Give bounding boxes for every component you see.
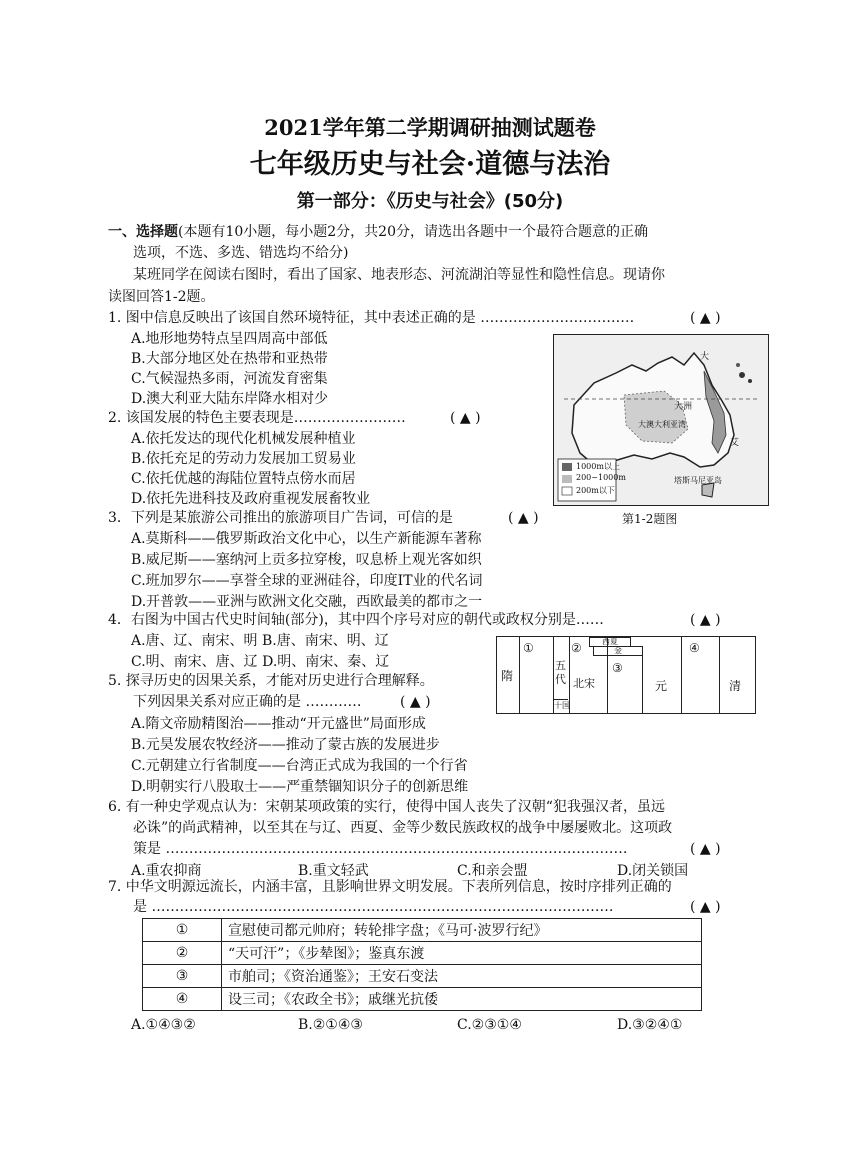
tl-col-3 bbox=[607, 655, 643, 713]
q4-options-ab: A.唐、辽、南宋、明 B.唐、南宋、明、辽 bbox=[131, 633, 389, 649]
table-row bbox=[143, 988, 702, 1011]
q2-option-b: B.依托充足的劳动力发展加工贸易业 bbox=[131, 451, 356, 467]
q1-option-c: C.气候湿热多雨，河流发育密集 bbox=[131, 371, 328, 387]
table-cell-text: 市舶司；《资治通鉴》；王安石变法 bbox=[222, 965, 702, 988]
q5-stem-line1: 5. 探寻历史的因果关系，才能对历史进行合理解释。 bbox=[108, 673, 434, 689]
q5-option-d: D.明朝实行八股取士——严重禁锢知识分子的创新思维 bbox=[131, 779, 469, 795]
q6-stem-line2: 必诛”的尚武精神，以至其在与辽、西夏、金等少数民族政权的战争中屡屡败北。这项政 bbox=[133, 820, 673, 836]
tl-wudai: 五代 bbox=[555, 659, 566, 686]
table-cell-text: 宣慰使司都元帅府；转轮排字盘；《马可·波罗行纪》 bbox=[222, 919, 702, 942]
table-cell-text: 设三司；《农政全书》；戚继光抗倭 bbox=[222, 988, 702, 1011]
map-label-ai: 艾 bbox=[730, 438, 740, 448]
q7-table bbox=[142, 918, 702, 1011]
exam-title: 2021学年第二学期调研抽测试题卷 bbox=[264, 115, 596, 140]
table-cell-text: “天可汗”；《步辇图》；鉴真东渡 bbox=[222, 942, 702, 965]
q5-answer: ( ▲ ) bbox=[400, 694, 431, 710]
table-row bbox=[143, 942, 702, 965]
tl-n1: ① bbox=[523, 641, 534, 655]
section-instr-line1: (本题有10小题，每小题2分，共20分，请选出各题中一个最符合题意的正确 bbox=[178, 224, 648, 240]
q5-option-b: B.元昊发展农牧经济——推动了蒙古族的发展进步 bbox=[131, 737, 440, 753]
section-instructions bbox=[108, 222, 648, 242]
table-row bbox=[143, 965, 702, 988]
tl-shiguo: 十国 bbox=[554, 701, 570, 710]
exam-subtitle: 七年级历史与社会·道德与法治 bbox=[249, 149, 611, 180]
tl-col-yuan bbox=[641, 637, 682, 713]
part-title: 第一部分：《历史与社会》(50分) bbox=[296, 191, 564, 212]
tl-xixia: 西夏 bbox=[589, 637, 631, 647]
q7-stem-line1: 7. 中华文明源远流长，内涵丰富，且影响世界文明发展。下表所列信息，按时序排列正确的 bbox=[108, 879, 672, 895]
q1-answer: ( ▲ ) bbox=[690, 310, 721, 326]
map-caption: 第1-2题图 bbox=[622, 512, 678, 526]
q7-option-b: B.②①④③ bbox=[298, 1017, 363, 1033]
q1-option-b: B.大部分地区处在热带和亚热带 bbox=[131, 351, 328, 367]
q2-answer: ( ▲ ) bbox=[450, 410, 481, 426]
q6-stem-line3: 策是 ……………………………………………………………………………………… bbox=[133, 841, 628, 857]
q4-answer: ( ▲ ) bbox=[690, 612, 721, 628]
q1-option-a: A.地形地势特点呈四周高中部低 bbox=[131, 331, 328, 347]
intro-line2: 读图回答1-2题。 bbox=[108, 289, 215, 305]
map-label-bight: 大澳大利亚湾 bbox=[638, 420, 686, 429]
tl-col-1 bbox=[519, 637, 554, 713]
q2-option-d: D.依托先进科技及政府重视发展畜牧业 bbox=[131, 491, 371, 507]
q3-stem: 3．下列是某旅游公司推出的旅游项目广告词，可信的是 bbox=[108, 510, 453, 526]
section-label: 一、选择题 bbox=[108, 224, 178, 240]
tl-n4: ④ bbox=[689, 641, 700, 655]
q6-answer: ( ▲ ) bbox=[690, 841, 721, 857]
legend-mid: 200~1000m bbox=[576, 473, 626, 482]
q6-option-a: A.重农抑商 bbox=[131, 863, 202, 879]
tl-col-qing bbox=[719, 637, 754, 713]
tl-n3: ③ bbox=[612, 661, 623, 675]
q6-option-c: C.和亲会盟 bbox=[457, 863, 528, 879]
q6-stem-line1: 6. 有一种史学观点认为：宋朝某项政策的实行，使得中国人丧失了汉朝“犯我强汉者，虽远 bbox=[108, 799, 665, 815]
q5-stem-line2: 下列因果关系对应正确的是 ………… bbox=[133, 694, 362, 710]
map-label-tasmania: 塔斯马尼亚岛 bbox=[674, 476, 722, 485]
timeline-figure bbox=[496, 636, 756, 714]
table-cell-num: ① bbox=[143, 919, 222, 942]
section-instr-line2: 选项，不选、多选、错选均不给分) bbox=[133, 245, 349, 261]
tl-yuan: 元 bbox=[655, 679, 668, 693]
legend-high: 1000m以上 bbox=[576, 462, 620, 471]
q2-option-a: A.依托发达的现代化机械发展种植业 bbox=[131, 431, 356, 447]
table-cell-num: ③ bbox=[143, 965, 222, 988]
q5-option-c: C.元朝建立行省制度——台湾正式成为我国的一个行省 bbox=[131, 758, 468, 774]
tl-col-sui bbox=[497, 637, 520, 713]
intro-line1: 某班同学在阅读右图时，看出了国家、地表形态、河流湖泊等显性和隐性信息。现请你 bbox=[133, 267, 665, 283]
q4-options-cd: C.明、南宋、唐、辽 D.明、南宋、秦、辽 bbox=[131, 654, 390, 670]
q7-option-c: C.②③①④ bbox=[457, 1017, 522, 1033]
q3-option-b: B.威尼斯——塞纳河上贡多拉穿梭，叹息桥上观光客如织 bbox=[131, 552, 482, 568]
q7-option-a: A.①④③② bbox=[131, 1017, 196, 1033]
tl-qing: 清 bbox=[729, 679, 742, 693]
australia-map bbox=[553, 334, 769, 506]
q5-option-a: A.隋文帝励精图治——推动“开元盛世”局面形成 bbox=[131, 716, 426, 732]
tl-beisong: 北宋 bbox=[573, 677, 595, 690]
table-cell-num: ② bbox=[143, 942, 222, 965]
tl-col-wudai bbox=[553, 637, 570, 713]
q3-option-c: C.班加罗尔——享誉全球的亚洲硅谷，印度IT业的代名词 bbox=[131, 573, 483, 589]
table-cell-num: ④ bbox=[143, 988, 222, 1011]
q7-answer: ( ▲ ) bbox=[690, 899, 721, 915]
q6-option-d: D.闭关锁国 bbox=[617, 863, 689, 879]
q7-option-d: D.③②④① bbox=[617, 1017, 683, 1033]
tl-n2: ② bbox=[571, 641, 582, 655]
map-label-dazhou: 大洲 bbox=[674, 402, 693, 412]
legend-low: 200m以下 bbox=[576, 486, 615, 495]
q3-option-a: A.莫斯科——俄罗斯政治文化中心，以生产新能源车著称 bbox=[131, 531, 482, 547]
q1-option-d: D.澳大利亚大陆东岸降水相对少 bbox=[131, 391, 329, 407]
q6-option-b: B.重文轻武 bbox=[298, 863, 369, 879]
tl-sui: 隋 bbox=[501, 669, 514, 683]
q4-stem: 4．右图为中国古代史时间轴(部分)，其中四个序号对应的朝代或政权分别是…… bbox=[108, 612, 604, 628]
q2-stem: 2. 该国发展的特色主要表现是…………………… bbox=[108, 410, 406, 426]
q1-stem: 1. 图中信息反映出了该国自然环境特征，其中表述正确的是 …………………………… bbox=[108, 310, 635, 326]
tl-col-4 bbox=[681, 637, 720, 713]
q3-option-d: D.开普敦——亚洲与欧洲文化交融，西欧最美的都市之一 bbox=[131, 594, 483, 610]
q7-stem-line2: 是 ……………………………………………………………………………………… bbox=[133, 899, 614, 915]
q3-answer: ( ▲ ) bbox=[508, 510, 539, 526]
map-label-da: 大 bbox=[700, 352, 710, 362]
tl-jin: 金 bbox=[593, 646, 643, 656]
table-row bbox=[143, 919, 702, 942]
q2-option-c: C.依托优越的海陆位置特点傍水而居 bbox=[131, 471, 356, 487]
